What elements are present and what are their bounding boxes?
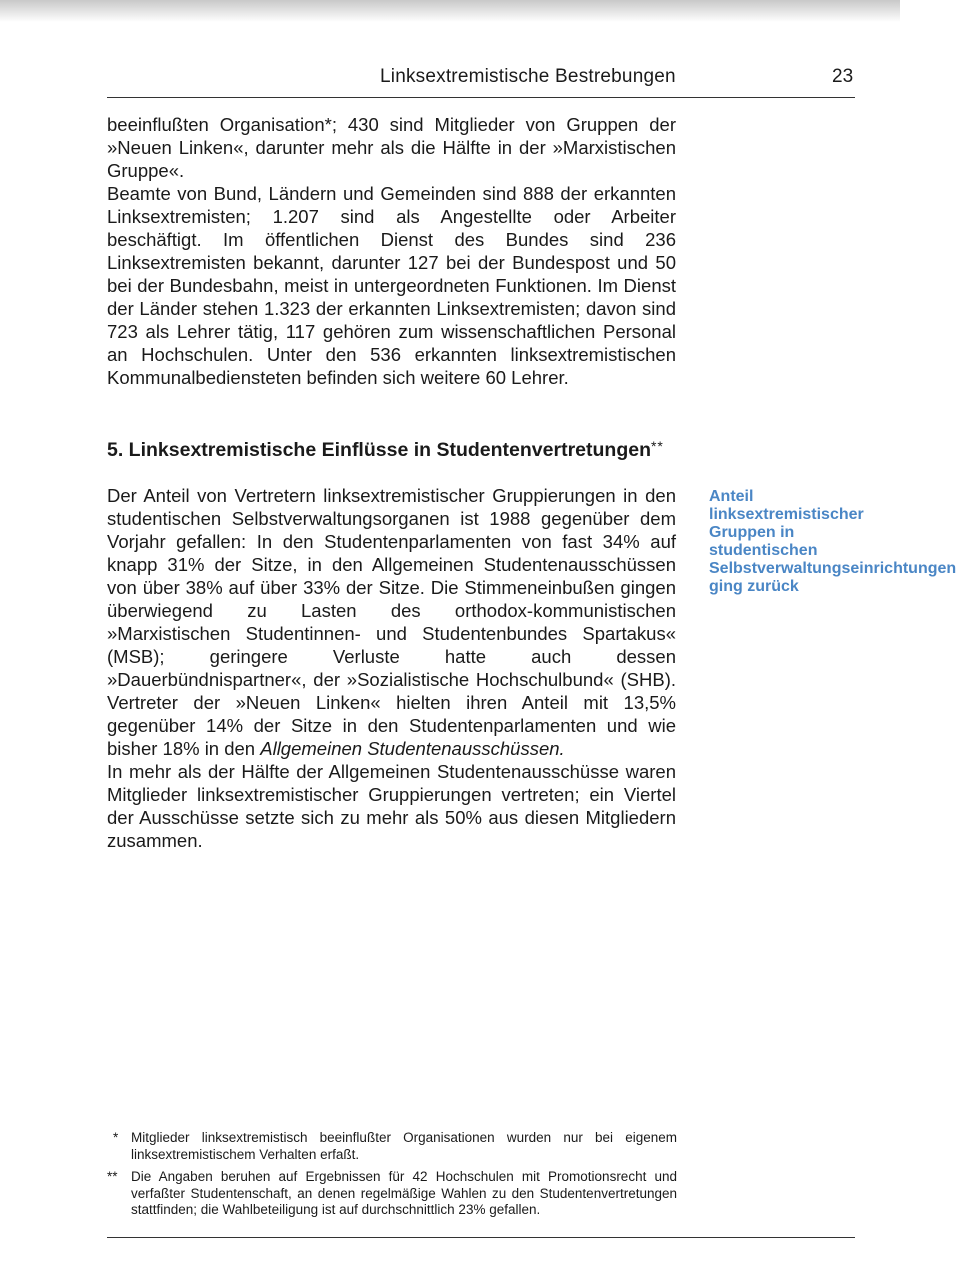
footnote-text: Mitglieder linksextremistisch beeinflußter Organisationen wurden nur bei eigenem linksextremistischem Verhalten erfaßt. (131, 1130, 677, 1162)
footnote-mark: * (113, 1130, 119, 1145)
paragraph-3 (107, 484, 676, 760)
footnotes (107, 1130, 677, 1225)
footnote (107, 1130, 677, 1163)
paragraph-3-text: Der Anteil von Vertretern linksextremistischer Gruppierungen in den studentischen Selbstverwaltungsorganen ist 1988 gegenüber dem Vorjahr gefallen: In den Studentenparlamenten von fast 34% auf knapp 31% der Sitze, in den Allgemeinen Studentenausschüssen von über 38% auf über 33% der Sitze. Die Stimmeneinbußen gingen überwiegend zu Lasten des orthodox-kommunistischen »Marxistischen Studentinnen- und Studentenbundes Spartakus« (MSB); geringere Verluste hatte auch dessen »Dauerbündnispartner«, der »Sozialistische Hochschulbund« (SHB). Vertreter der »Neuen Linken« hielten ihren Anteil mit 13,5% gegenüber 14% der Sitze in den Studentenparlamenten und wie bisher 18% in den (107, 485, 676, 759)
section-heading (107, 438, 664, 462)
footnote-reference-mark: ** (650, 438, 664, 454)
footer-rule (107, 1237, 855, 1238)
paragraph-2: Beamte von Bund, Ländern und Gemeinden sind 888 der erkannten Linksextremisten; 1.207 sind als Angestellte oder Arbeiter beschäftigt. Im öffentlichen Dienst des Bundes sind 236 Linksextremisten bekannt, darunter 127 bei der Bundespost und 50 bei der Bundesbahn, meist in untergeordneten Funktionen. Im Dienst der Länder stehen 1.323 der erkannten Linksextremisten; davon sind 723 als Lehrer tätig, 117 gehören zum wissenschaftlichen Personal an Hochschulen. Unter den 536 erkannten linksextremistischen Kommunalbediensteten befinden sich weitere 60 Lehrer. (107, 183, 676, 388)
footnote (107, 1169, 677, 1219)
footnote-mark: ** (107, 1169, 118, 1184)
paragraph-3-italic: Allgemeinen Studentenausschüssen. (260, 738, 565, 759)
margin-note: Anteil linksextremistischer Gruppen in studentischen Selbstverwaltungseinrichtungen ging zurück (709, 488, 956, 595)
paragraph-1: beeinflußten Organisation*; 430 sind Mitglieder von Gruppen der »Neuen Linken«, darunter mehr als die Hälfte in der »Marxistischen Gruppe«. (107, 114, 676, 181)
scan-top-shadow (0, 0, 900, 22)
footnote-text: Die Angaben beruhen auf Ergebnissen für 42 Hochschulen mit Promotionsrecht und verfaßter Studentenschaft, an denen regelmäßige Wahlen zu den Studentenvertretungen stattfinden; die Wahlbeteiligung ist auf durchschnittlich 23% gefallen. (131, 1169, 677, 1217)
header-rule (107, 97, 855, 98)
paragraph-4: In mehr als der Hälfte der Allgemeinen Studentenausschüsse waren Mitglieder linksextremistischer Gruppierungen vertreten; ein Viertel der Ausschüsse setzte sich zu mehr als 50% aus diesen Mitgliedern zusammen. (107, 761, 676, 851)
section-heading-text: 5. Linksextremistische Einflüsse in Studentenvertretungen (107, 439, 651, 461)
page-number: 23 (832, 66, 854, 87)
running-title: Linksextremistische Bestrebungen (380, 66, 676, 87)
